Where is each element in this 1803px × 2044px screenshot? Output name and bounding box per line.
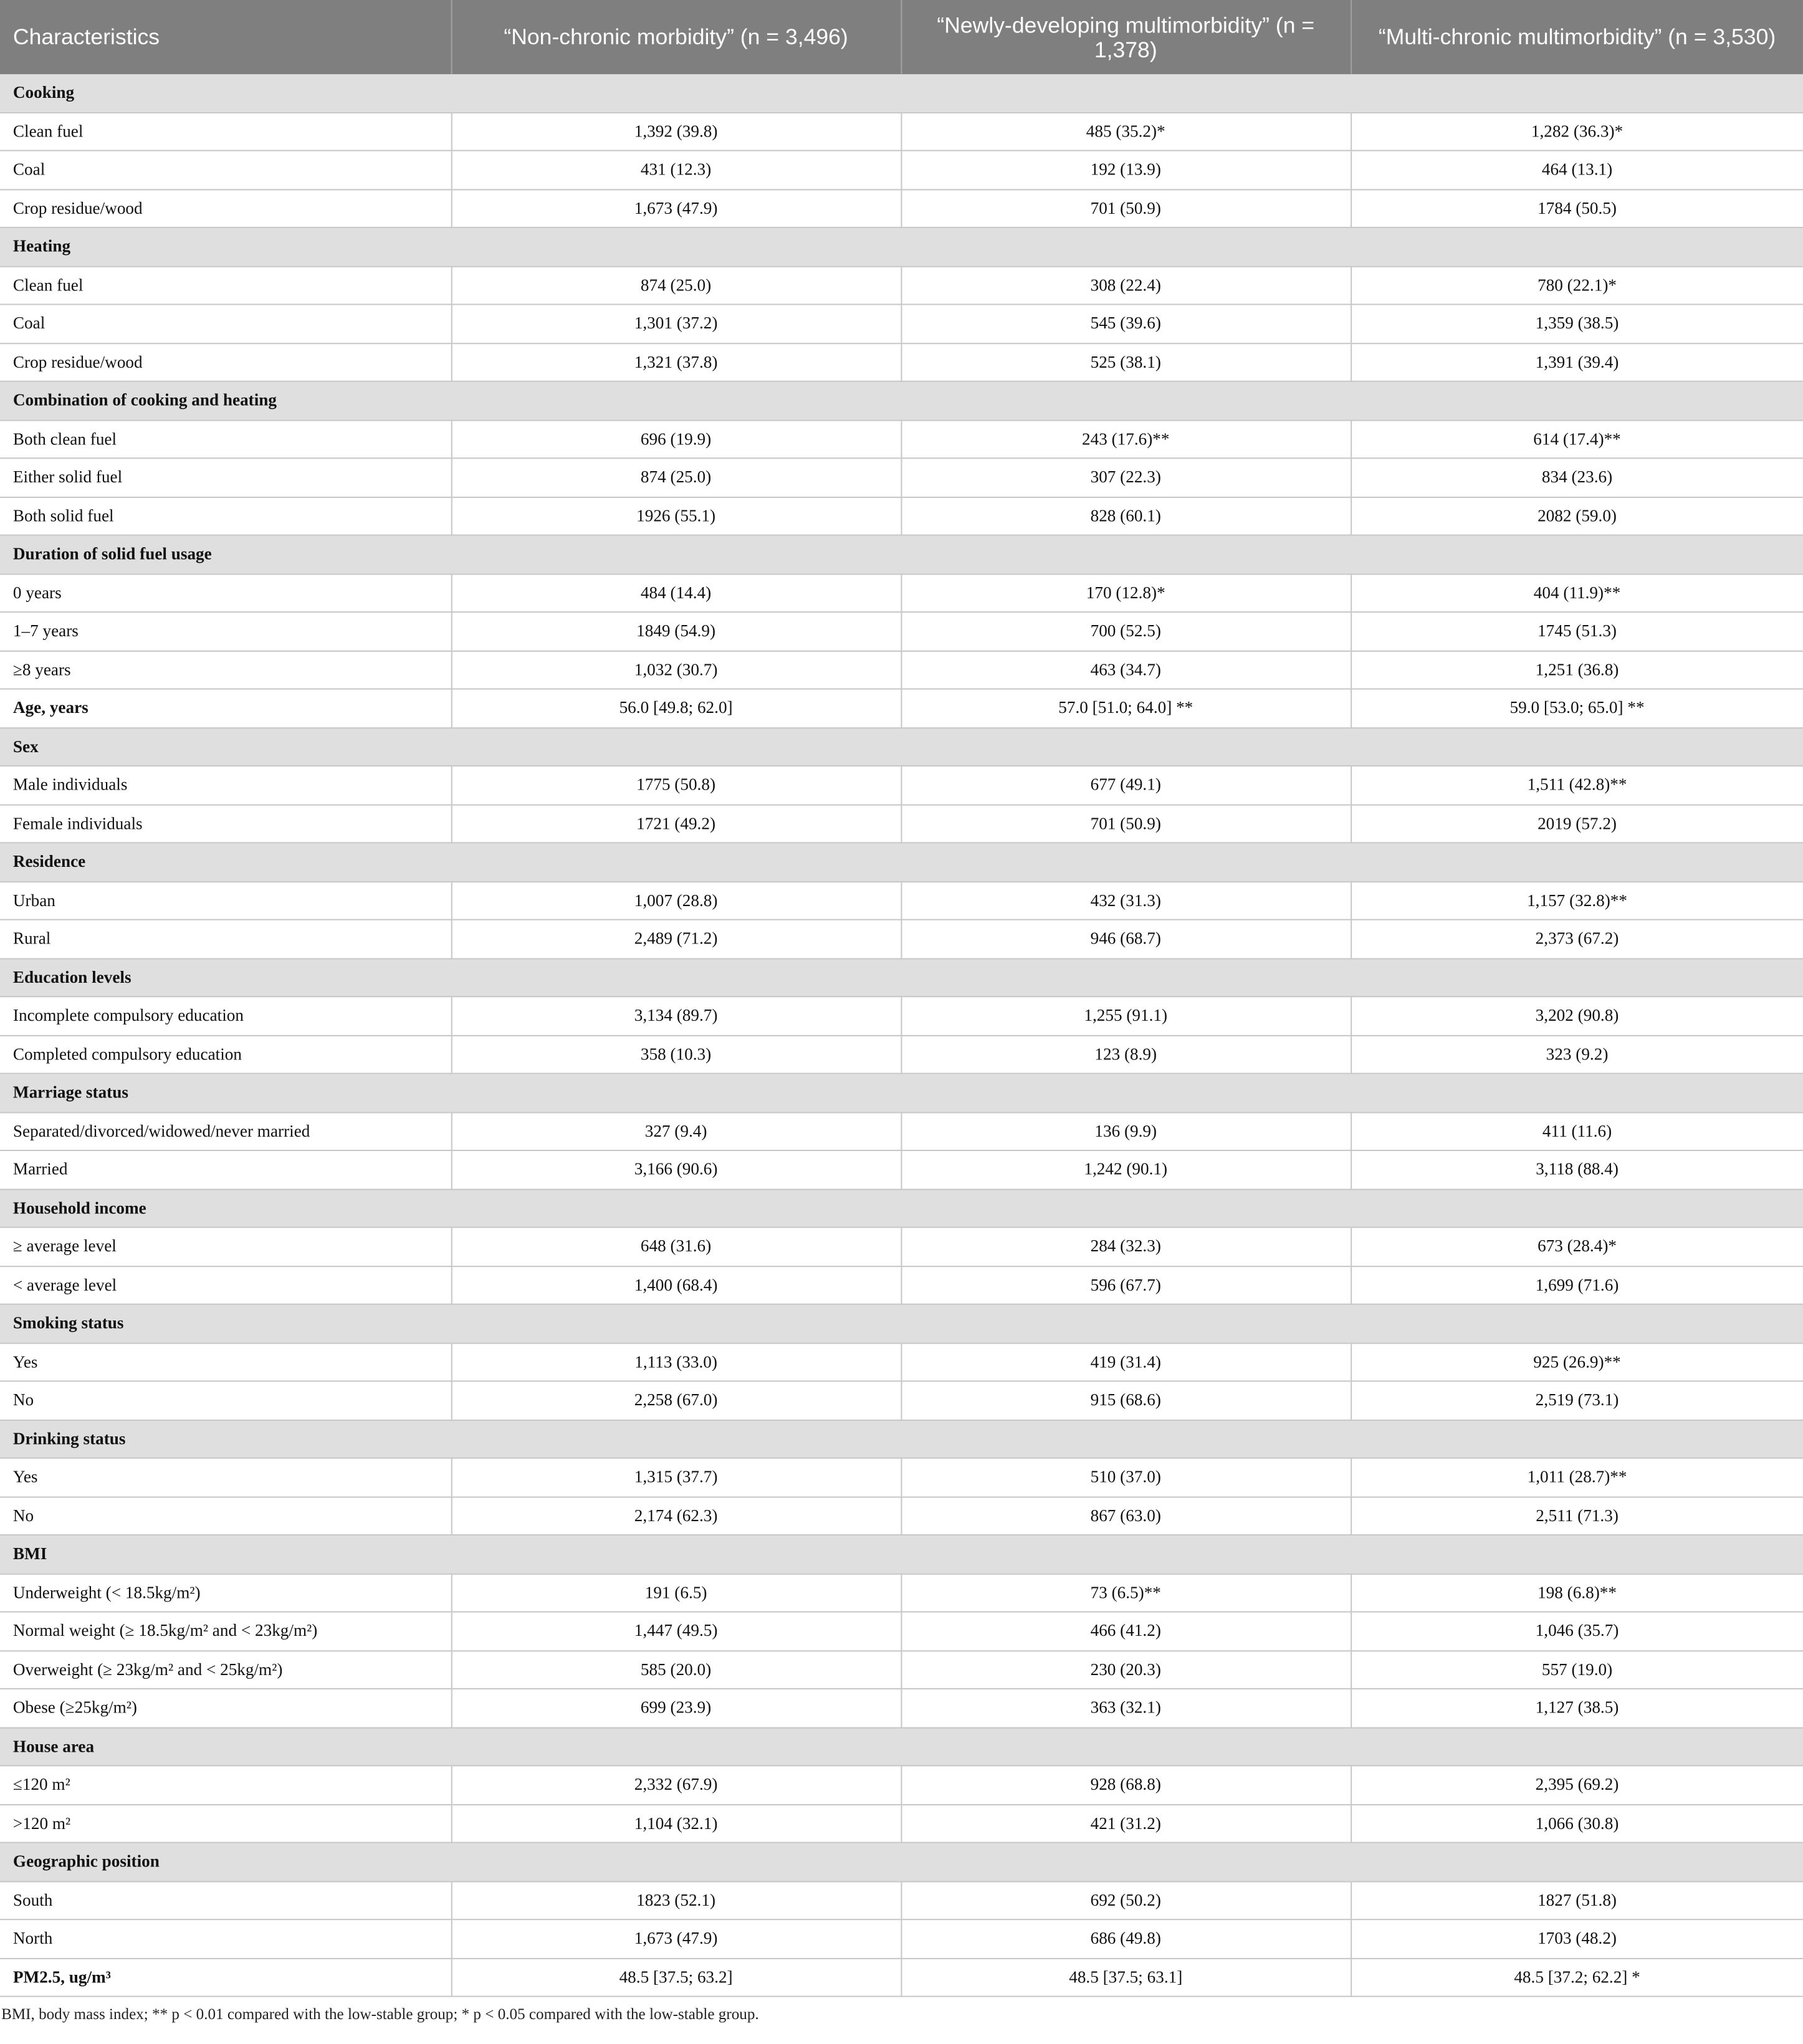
section-header-row <box>0 381 1803 420</box>
cell-non-chronic-morbidity: 1,400 (68.4) <box>451 1266 901 1304</box>
cell-multi-chronic-multimorbidity: 1,511 (42.8)** <box>1351 766 1803 805</box>
row-label: No <box>0 1381 451 1420</box>
section-header-row <box>0 1535 1803 1574</box>
cell-newly-developing-multimorbidity: 73 (6.5)** <box>901 1574 1351 1612</box>
cell-newly-developing-multimorbidity: 123 (8.9) <box>901 1035 1351 1074</box>
cell-newly-developing-multimorbidity: 307 (22.3) <box>901 458 1351 497</box>
cell-non-chronic-morbidity: 2,489 (71.2) <box>451 920 901 958</box>
cell-newly-developing-multimorbidity: 170 (12.8)* <box>901 573 1351 612</box>
cell-newly-developing-multimorbidity: 243 (17.6)** <box>901 420 1351 459</box>
row-label: Female individuals <box>0 805 451 843</box>
cell-non-chronic-morbidity: 191 (6.5) <box>451 1574 901 1612</box>
cell-multi-chronic-multimorbidity: 404 (11.9)** <box>1351 573 1803 612</box>
cell-non-chronic-morbidity: 1,007 (28.8) <box>451 881 901 920</box>
table-row <box>0 1958 1803 1997</box>
cell-newly-developing-multimorbidity: 686 (49.8) <box>901 1919 1351 1958</box>
table-row <box>0 497 1803 535</box>
cell-newly-developing-multimorbidity: 928 (68.8) <box>901 1765 1351 1804</box>
cell-newly-developing-multimorbidity: 867 (63.0) <box>901 1496 1351 1535</box>
table-row <box>0 689 1803 728</box>
table-body <box>0 74 1803 1996</box>
row-label: PM2.5, ug/m³ <box>0 1958 451 1997</box>
cell-multi-chronic-multimorbidity: 780 (22.1)* <box>1351 266 1803 305</box>
row-label: Urban <box>0 881 451 920</box>
section-header-row <box>0 1843 1803 1881</box>
table-row <box>0 1650 1803 1689</box>
cell-non-chronic-morbidity: 1721 (49.2) <box>451 805 901 843</box>
cell-newly-developing-multimorbidity: 915 (68.6) <box>901 1381 1351 1420</box>
cell-newly-developing-multimorbidity: 701 (50.9) <box>901 189 1351 227</box>
table-row <box>0 189 1803 227</box>
cell-non-chronic-morbidity: 3,134 (89.7) <box>451 996 901 1035</box>
table-row <box>0 1266 1803 1304</box>
row-label: Either solid fuel <box>0 458 451 497</box>
cell-multi-chronic-multimorbidity: 1703 (48.2) <box>1351 1919 1803 1958</box>
cell-non-chronic-morbidity: 1,673 (47.9) <box>451 1919 901 1958</box>
row-label: Overweight (≥ 23kg/m² and < 25kg/m²) <box>0 1650 451 1689</box>
cell-newly-developing-multimorbidity: 192 (13.9) <box>901 151 1351 189</box>
table-row <box>0 1035 1803 1074</box>
section-header-row <box>0 727 1803 766</box>
cell-non-chronic-morbidity: 1,673 (47.9) <box>451 189 901 227</box>
table-row <box>0 1458 1803 1497</box>
cell-newly-developing-multimorbidity: 677 (49.1) <box>901 766 1351 805</box>
cell-multi-chronic-multimorbidity: 2019 (57.2) <box>1351 805 1803 843</box>
table-row <box>0 1496 1803 1535</box>
section-title: Sex <box>0 727 1803 766</box>
row-label: Completed compulsory education <box>0 1035 451 1074</box>
cell-newly-developing-multimorbidity: 485 (35.2)* <box>901 112 1351 151</box>
cell-multi-chronic-multimorbidity: 3,118 (88.4) <box>1351 1150 1803 1189</box>
section-header-row <box>0 1304 1803 1343</box>
row-label: Normal weight (≥ 18.5kg/m² and < 23kg/m²) <box>0 1612 451 1651</box>
table-row <box>0 343 1803 381</box>
cell-multi-chronic-multimorbidity: 1827 (51.8) <box>1351 1881 1803 1919</box>
table-row <box>0 920 1803 958</box>
cell-multi-chronic-multimorbidity: 1,127 (38.5) <box>1351 1689 1803 1727</box>
table-row <box>0 1112 1803 1150</box>
table-row <box>0 1689 1803 1727</box>
table-row <box>0 1919 1803 1958</box>
cell-multi-chronic-multimorbidity: 2,373 (67.2) <box>1351 920 1803 958</box>
table-row <box>0 1343 1803 1382</box>
cell-multi-chronic-multimorbidity: 834 (23.6) <box>1351 458 1803 497</box>
table-row <box>0 1574 1803 1612</box>
table-row <box>0 1765 1803 1804</box>
cell-non-chronic-morbidity: 874 (25.0) <box>451 458 901 497</box>
row-label: Clean fuel <box>0 112 451 151</box>
cell-non-chronic-morbidity: 1,113 (33.0) <box>451 1343 901 1382</box>
cell-multi-chronic-multimorbidity: 2,519 (73.1) <box>1351 1381 1803 1420</box>
cell-non-chronic-morbidity: 1,392 (39.8) <box>451 112 901 151</box>
row-label: Obese (≥25kg/m²) <box>0 1689 451 1727</box>
row-label: Clean fuel <box>0 266 451 305</box>
cell-multi-chronic-multimorbidity: 1,066 (30.8) <box>1351 1804 1803 1843</box>
row-label: Coal <box>0 304 451 343</box>
cell-non-chronic-morbidity: 431 (12.3) <box>451 151 901 189</box>
cell-multi-chronic-multimorbidity: 59.0 [53.0; 65.0] ** <box>1351 689 1803 728</box>
table-row <box>0 805 1803 843</box>
table-row <box>0 1612 1803 1651</box>
cell-newly-developing-multimorbidity: 463 (34.7) <box>901 651 1351 689</box>
cell-multi-chronic-multimorbidity: 1,251 (36.8) <box>1351 651 1803 689</box>
section-header-row <box>0 1727 1803 1766</box>
cell-multi-chronic-multimorbidity: 1,359 (38.5) <box>1351 304 1803 343</box>
table-row <box>0 612 1803 651</box>
row-label: Underweight (< 18.5kg/m²) <box>0 1574 451 1612</box>
cell-non-chronic-morbidity: 1,032 (30.7) <box>451 651 901 689</box>
row-label: Crop residue/wood <box>0 189 451 227</box>
cell-newly-developing-multimorbidity: 828 (60.1) <box>901 497 1351 535</box>
cell-non-chronic-morbidity: 1,321 (37.8) <box>451 343 901 381</box>
section-title: Geographic position <box>0 1843 1803 1881</box>
cell-newly-developing-multimorbidity: 363 (32.1) <box>901 1689 1351 1727</box>
row-label: Yes <box>0 1343 451 1382</box>
table-row <box>0 458 1803 497</box>
cell-newly-developing-multimorbidity: 419 (31.4) <box>901 1343 1351 1382</box>
row-label: Married <box>0 1150 451 1189</box>
row-label: Male individuals <box>0 766 451 805</box>
cell-multi-chronic-multimorbidity: 198 (6.8)** <box>1351 1574 1803 1612</box>
section-title: Residence <box>0 843 1803 881</box>
header-non-chronic-morbidity: “Non-chronic morbidity” (n = 3,496) <box>451 0 901 74</box>
row-label: Both solid fuel <box>0 497 451 535</box>
section-header-row <box>0 1189 1803 1228</box>
cell-newly-developing-multimorbidity: 701 (50.9) <box>901 805 1351 843</box>
table-row <box>0 881 1803 920</box>
section-title: Smoking status <box>0 1304 1803 1343</box>
cell-multi-chronic-multimorbidity: 411 (11.6) <box>1351 1112 1803 1150</box>
cell-multi-chronic-multimorbidity: 925 (26.9)** <box>1351 1343 1803 1382</box>
cell-newly-developing-multimorbidity: 525 (38.1) <box>901 343 1351 381</box>
section-header-row <box>0 227 1803 266</box>
cell-newly-developing-multimorbidity: 946 (68.7) <box>901 920 1351 958</box>
section-title: House area <box>0 1727 1803 1766</box>
cell-non-chronic-morbidity: 2,174 (62.3) <box>451 1496 901 1535</box>
table-row <box>0 112 1803 151</box>
cell-multi-chronic-multimorbidity: 1745 (51.3) <box>1351 612 1803 651</box>
cell-multi-chronic-multimorbidity: 1784 (50.5) <box>1351 189 1803 227</box>
cell-newly-developing-multimorbidity: 48.5 [37.5; 63.1] <box>901 1958 1351 1997</box>
section-title: Household income <box>0 1189 1803 1228</box>
cell-multi-chronic-multimorbidity: 1,157 (32.8)** <box>1351 881 1803 920</box>
cell-newly-developing-multimorbidity: 466 (41.2) <box>901 1612 1351 1651</box>
cell-newly-developing-multimorbidity: 421 (31.2) <box>901 1804 1351 1843</box>
row-label: 1–7 years <box>0 612 451 651</box>
row-label: No <box>0 1496 451 1535</box>
cell-non-chronic-morbidity: 585 (20.0) <box>451 1650 901 1689</box>
cell-multi-chronic-multimorbidity: 1,011 (28.7)** <box>1351 1458 1803 1497</box>
cell-multi-chronic-multimorbidity: 464 (13.1) <box>1351 151 1803 189</box>
cell-multi-chronic-multimorbidity: 557 (19.0) <box>1351 1650 1803 1689</box>
table-row <box>0 1227 1803 1266</box>
row-label: >120 m² <box>0 1804 451 1843</box>
cell-newly-developing-multimorbidity: 1,255 (91.1) <box>901 996 1351 1035</box>
table-row <box>0 651 1803 689</box>
cell-newly-developing-multimorbidity: 692 (50.2) <box>901 1881 1351 1919</box>
cell-newly-developing-multimorbidity: 700 (52.5) <box>901 612 1351 651</box>
row-label: ≥ average level <box>0 1227 451 1266</box>
cell-newly-developing-multimorbidity: 57.0 [51.0; 64.0] ** <box>901 689 1351 728</box>
cell-multi-chronic-multimorbidity: 673 (28.4)* <box>1351 1227 1803 1266</box>
cell-multi-chronic-multimorbidity: 3,202 (90.8) <box>1351 996 1803 1035</box>
table-footnote: BMI, body mass index; ** p < 0.01 compared with the low-stable group; * p < 0.05 compared with the low-stable group. <box>1 2005 759 2023</box>
row-label: Yes <box>0 1458 451 1497</box>
row-label: North <box>0 1919 451 1958</box>
row-label: Rural <box>0 920 451 958</box>
cell-non-chronic-morbidity: 358 (10.3) <box>451 1035 901 1074</box>
table-row <box>0 996 1803 1035</box>
header-multi-chronic-multimorbidity: “Multi-chronic multimorbidity” (n = 3,530) <box>1351 0 1803 74</box>
cell-multi-chronic-multimorbidity: 1,046 (35.7) <box>1351 1612 1803 1651</box>
row-label: ≤120 m² <box>0 1765 451 1804</box>
cell-multi-chronic-multimorbidity: 1,282 (36.3)* <box>1351 112 1803 151</box>
cell-non-chronic-morbidity: 1,315 (37.7) <box>451 1458 901 1497</box>
cell-non-chronic-morbidity: 1,301 (37.2) <box>451 304 901 343</box>
table-row <box>0 573 1803 612</box>
cell-non-chronic-morbidity: 1775 (50.8) <box>451 766 901 805</box>
table-row <box>0 420 1803 459</box>
cell-non-chronic-morbidity: 327 (9.4) <box>451 1112 901 1150</box>
section-title: Marriage status <box>0 1074 1803 1112</box>
cell-newly-developing-multimorbidity: 510 (37.0) <box>901 1458 1351 1497</box>
cell-newly-developing-multimorbidity: 1,242 (90.1) <box>901 1150 1351 1189</box>
section-header-row <box>0 1074 1803 1112</box>
table-row <box>0 1381 1803 1420</box>
section-header-row <box>0 535 1803 574</box>
header-newly-developing-multimorbidity: “Newly-developing multimorbidity” (n = 1,378) <box>901 0 1351 74</box>
row-label: Crop residue/wood <box>0 343 451 381</box>
table-row <box>0 766 1803 805</box>
cell-non-chronic-morbidity: 1823 (52.1) <box>451 1881 901 1919</box>
table-header-row <box>0 0 1803 74</box>
section-header-row <box>0 843 1803 881</box>
cell-multi-chronic-multimorbidity: 323 (9.2) <box>1351 1035 1803 1074</box>
section-title: BMI <box>0 1535 1803 1574</box>
cell-non-chronic-morbidity: 1,447 (49.5) <box>451 1612 901 1651</box>
cell-multi-chronic-multimorbidity: 2,511 (71.3) <box>1351 1496 1803 1535</box>
table-row <box>0 1804 1803 1843</box>
cell-non-chronic-morbidity: 484 (14.4) <box>451 573 901 612</box>
cell-multi-chronic-multimorbidity: 2,395 (69.2) <box>1351 1765 1803 1804</box>
cell-non-chronic-morbidity: 56.0 [49.8; 62.0] <box>451 689 901 728</box>
header-characteristics: Characteristics <box>0 0 451 74</box>
section-title: Education levels <box>0 958 1803 996</box>
cell-newly-developing-multimorbidity: 432 (31.3) <box>901 881 1351 920</box>
cell-newly-developing-multimorbidity: 545 (39.6) <box>901 304 1351 343</box>
row-label: South <box>0 1881 451 1919</box>
row-label: Age, years <box>0 689 451 728</box>
table-row <box>0 266 1803 305</box>
cell-multi-chronic-multimorbidity: 1,699 (71.6) <box>1351 1266 1803 1304</box>
row-label: Separated/divorced/widowed/never married <box>0 1112 451 1150</box>
section-title: Drinking status <box>0 1420 1803 1458</box>
cell-newly-developing-multimorbidity: 136 (9.9) <box>901 1112 1351 1150</box>
cell-non-chronic-morbidity: 1,104 (32.1) <box>451 1804 901 1843</box>
cell-non-chronic-morbidity: 3,166 (90.6) <box>451 1150 901 1189</box>
cell-non-chronic-morbidity: 699 (23.9) <box>451 1689 901 1727</box>
table-row <box>0 304 1803 343</box>
row-label: ≥8 years <box>0 651 451 689</box>
section-header-row <box>0 74 1803 112</box>
cell-non-chronic-morbidity: 48.5 [37.5; 63.2] <box>451 1958 901 1997</box>
section-header-row <box>0 1420 1803 1458</box>
table-row <box>0 151 1803 189</box>
cell-newly-developing-multimorbidity: 284 (32.3) <box>901 1227 1351 1266</box>
row-label: Incomplete compulsory education <box>0 996 451 1035</box>
cell-multi-chronic-multimorbidity: 2082 (59.0) <box>1351 497 1803 535</box>
section-header-row <box>0 958 1803 996</box>
row-label: Coal <box>0 151 451 189</box>
table-row <box>0 1881 1803 1919</box>
cell-newly-developing-multimorbidity: 230 (20.3) <box>901 1650 1351 1689</box>
cell-non-chronic-morbidity: 648 (31.6) <box>451 1227 901 1266</box>
cell-newly-developing-multimorbidity: 596 (67.7) <box>901 1266 1351 1304</box>
section-title: Duration of solid fuel usage <box>0 535 1803 574</box>
cell-multi-chronic-multimorbidity: 48.5 [37.2; 62.2] * <box>1351 1958 1803 1997</box>
section-title: Cooking <box>0 74 1803 112</box>
cell-non-chronic-morbidity: 1926 (55.1) <box>451 497 901 535</box>
section-title: Heating <box>0 227 1803 266</box>
row-label: 0 years <box>0 573 451 612</box>
cell-non-chronic-morbidity: 2,332 (67.9) <box>451 1765 901 1804</box>
cell-newly-developing-multimorbidity: 308 (22.4) <box>901 266 1351 305</box>
row-label: Both clean fuel <box>0 420 451 459</box>
cell-non-chronic-morbidity: 874 (25.0) <box>451 266 901 305</box>
cell-non-chronic-morbidity: 2,258 (67.0) <box>451 1381 901 1420</box>
cell-multi-chronic-multimorbidity: 1,391 (39.4) <box>1351 343 1803 381</box>
cell-non-chronic-morbidity: 1849 (54.9) <box>451 612 901 651</box>
section-title: Combination of cooking and heating <box>0 381 1803 420</box>
cell-non-chronic-morbidity: 696 (19.9) <box>451 420 901 459</box>
cell-multi-chronic-multimorbidity: 614 (17.4)** <box>1351 420 1803 459</box>
row-label: < average level <box>0 1266 451 1304</box>
table-row <box>0 1150 1803 1189</box>
